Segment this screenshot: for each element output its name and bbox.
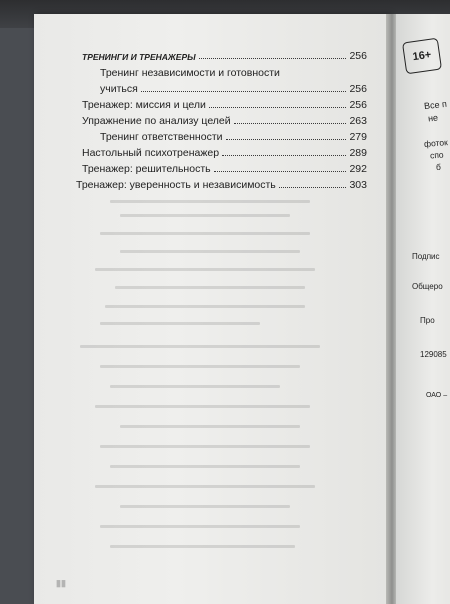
right-page-fragment: Подпис bbox=[412, 252, 440, 261]
toc-leader-dots bbox=[141, 91, 347, 92]
right-page-fragment: Общеро bbox=[412, 282, 443, 291]
toc-entry bbox=[82, 144, 367, 159]
toc-entry-page: 303 bbox=[349, 179, 367, 191]
toc-entry bbox=[100, 64, 367, 79]
toc-entry-title: Настольный психотренажер bbox=[82, 147, 220, 159]
toc-entry bbox=[100, 80, 367, 95]
toc-leader-dots bbox=[199, 58, 347, 59]
right-page-fragment: б bbox=[436, 162, 441, 172]
toc-entry-title: Тренинг ответственности bbox=[100, 131, 223, 143]
right-page-fragment: ОАО – bbox=[426, 392, 448, 399]
age-rating-badge: 16+ bbox=[402, 38, 442, 75]
toc-entry-title: Упражнение по анализу целей bbox=[82, 115, 231, 127]
toc-leader-dots bbox=[226, 139, 347, 140]
right-page-fragment: не bbox=[427, 112, 439, 124]
toc-entry-page: 256 bbox=[349, 99, 367, 111]
toc-leader-dots bbox=[234, 123, 347, 124]
toc-section-row bbox=[82, 47, 367, 62]
right-page-fragment: фоток bbox=[423, 137, 449, 149]
toc-entry-page: 256 bbox=[349, 83, 367, 95]
toc-entry-title: Тренинг независимости и готовности bbox=[100, 67, 280, 79]
toc-entry-page: 279 bbox=[349, 131, 367, 143]
toc-entry bbox=[82, 112, 367, 127]
toc-section-page: 256 bbox=[349, 50, 367, 62]
toc-entry bbox=[82, 160, 367, 175]
right-page-fragment: спо bbox=[429, 149, 444, 161]
toc-entry-title: Тренажер: уверенность и независимость bbox=[76, 179, 276, 191]
right-page-fragment: Все п bbox=[423, 98, 448, 112]
toc-entry-page: 289 bbox=[349, 147, 367, 159]
toc-entry-title: учиться bbox=[100, 83, 138, 95]
toc-leader-dots bbox=[279, 187, 347, 188]
toc-leader-dots bbox=[214, 171, 347, 172]
toc-entry bbox=[82, 96, 367, 111]
toc-entry-page: 263 bbox=[349, 115, 367, 127]
toc-entry-title: Тренажер: миссия и цели bbox=[82, 99, 206, 111]
right-page-fragment: 129085 bbox=[420, 350, 447, 359]
toc-entry-page: 292 bbox=[349, 163, 367, 175]
toc-section-title: ТРЕНИНГИ И ТРЕНАЖЕРЫ bbox=[82, 52, 196, 62]
toc-leader-dots bbox=[209, 107, 347, 108]
toc-entry bbox=[76, 176, 367, 191]
toc-leader-dots bbox=[222, 155, 346, 156]
right-page-fragment: Про bbox=[420, 316, 435, 325]
toc-entry-title: Тренажер: решительность bbox=[82, 163, 211, 175]
toc-entry bbox=[100, 128, 367, 143]
page-number-bleed: ▮▮ bbox=[56, 578, 66, 588]
table-of-contents bbox=[76, 0, 367, 600]
